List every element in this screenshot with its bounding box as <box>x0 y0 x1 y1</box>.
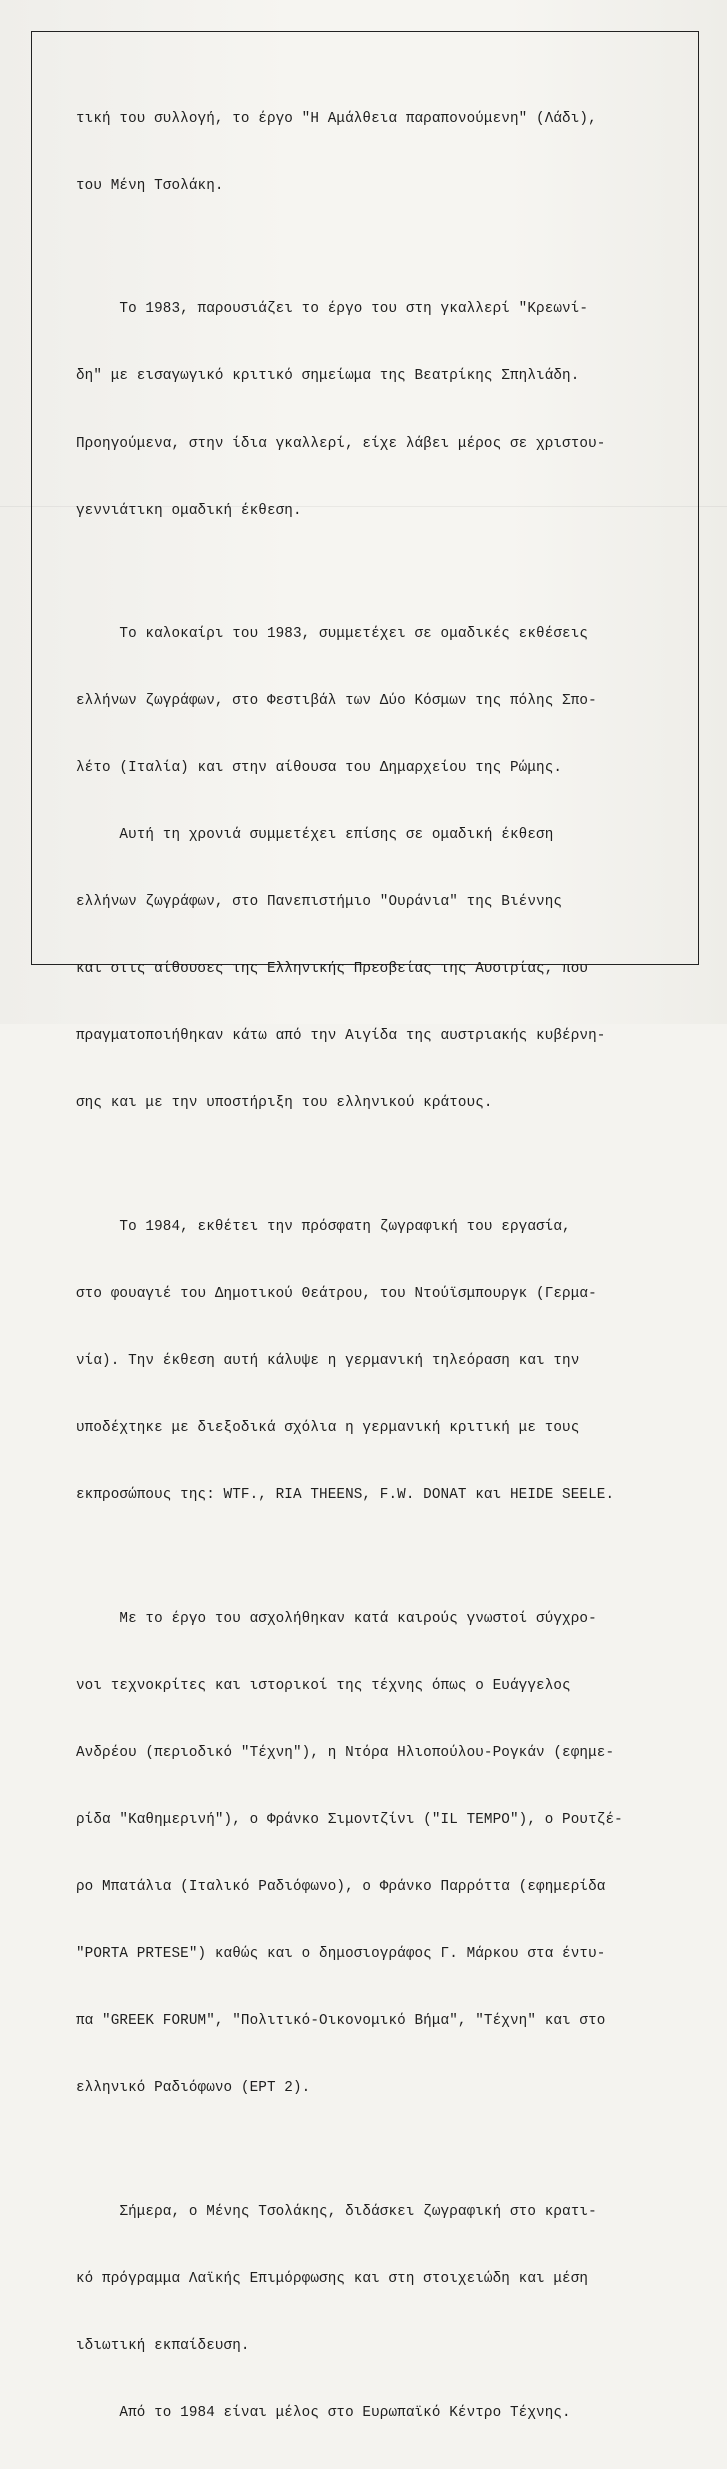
text-line: τική του συλλογή, το έργο "Η Αμάλθεια παραπονούμενη" (Λάδι), <box>76 110 597 127</box>
paragraph-collection-work <box>76 63 696 242</box>
text-line: πραγματοποιήθηκαν κάτω από την Αιγίδα της αυστριακής κυβέρνη- <box>76 1028 606 1045</box>
text-line: Ανδρέου (περιοδικό "Τέχνη"), η Ντόρα Ηλιοπούλου-Ρογκάν (εφημε- <box>76 1745 615 1762</box>
paragraph-critics <box>76 1563 696 2144</box>
typewritten-text-body <box>76 63 696 2469</box>
text-line: νία). Την έκθεση αυτή κάλυψε η γερμανική τηλεόραση και την <box>76 1353 580 1370</box>
text-line: δη" με εισαγωγικό κριτικό σημείωμα της Βεατρίκης Σπηλιάδη. <box>76 368 580 385</box>
paragraph-today-teaching <box>76 2156 696 2469</box>
text-line: Σήμερα, ο Μένης Τσολάκης, διδάσκει ζωγραφική στο κρατι- <box>76 2203 597 2220</box>
text-line: Το 1983, παρουσιάζει το έργο του στη γκαλλερί "Κρεωνί- <box>76 301 589 318</box>
text-line: εκπροσώπους της: WTF., RIA THEENS, F.W. DONAT και HEIDE SEELE. <box>76 1487 615 1504</box>
text-line: κό πρόγραμμα Λαϊκής Επιμόρφωσης και στη στοιχειώδη και μέση <box>76 2271 589 2287</box>
paragraph-1983-gallery <box>76 254 696 567</box>
text-line: ελλήνων ζωγράφων, στο Φεστιβάλ των Δύο Κόσμων της πόλης Σπο- <box>76 693 597 710</box>
text-line: ελληνικό Ραδιόφωνο (ΕΡΤ 2). <box>76 2080 311 2097</box>
text-line: Με το έργο του ασχολήθηκαν κατά καιρούς γνωστοί σύγχρο- <box>76 1611 597 1628</box>
text-line: Προηγούμενα, στην ίδια γκαλλερί, είχε λάβει μέρος σε χριστου- <box>76 435 606 452</box>
text-line: στο φουαγιέ του Δημοτικού Θεάτρου, του Ντούϊσμπουργκ (Γερμα- <box>76 1286 597 1303</box>
text-line: "PORTA PRTESE") καθώς και ο δημοσιογράφος Γ. Μάρκου στα έντυ- <box>76 1946 606 1963</box>
paragraph-1984-duisburg <box>76 1172 696 1552</box>
text-line: Από το 1984 είναι μέλος στο Ευρωπαϊκό Κέντρο Τέχνης. <box>76 2405 571 2422</box>
text-line: Το 1984, εκθέτει την πρόσφατη ζωγραφική του εργασία, <box>76 1219 571 1236</box>
text-line: σης και με την υποστήριξη του ελληνικού κράτους. <box>76 1095 493 1112</box>
text-line: και στις αίθουσες της Ελληνικής Πρεσβείας της Αυστρίας, που <box>76 961 589 978</box>
text-line: λέτο (Ιταλία) και στην αίθουσα του Δημαρχείου της Ρώμης. <box>76 760 563 777</box>
text-line: ρο Μπατάλια (Ιταλικό Ραδιόφωνο), ο Φράνκο Παρρόττα (εφημερίδα <box>76 1879 606 1896</box>
text-line: γεννιάτικη ομαδική έκθεση. <box>76 502 302 519</box>
text-line: υποδέχτηκε με διεξοδικά σχόλια η γερμανική κριτική με τους <box>76 1420 580 1437</box>
paragraph-1983-summer-exhibitions <box>76 579 696 1160</box>
text-line: ιδιωτική εκπαίδευση. <box>76 2338 250 2355</box>
text-line: ρίδα "Καθημερινή"), ο Φράνκο Σιμοντζίνι ("IL TEMPO"), ο Ρουτζέ- <box>76 1812 623 1829</box>
text-line: Το καλοκαίρι του 1983, συμμετέχει σε ομαδικές εκθέσεις <box>76 626 589 643</box>
text-line: ελλήνων ζωγράφων, στο Πανεπιστήμιο "Ουράνια" της Βιέννης <box>76 894 563 911</box>
text-line: του Μένη Τσολάκη. <box>76 177 224 194</box>
text-line: νοι τεχνοκρίτες και ιστορικοί της τέχνης όπως ο Ευάγγελος <box>76 1678 571 1695</box>
text-line: πα "GREEK FORUM", "Πολιτικό-Οικονομικό Βήμα", "Τέχνη" και στο <box>76 2013 606 2030</box>
text-line: Αυτή τη χρονιά συμμετέχει επίσης σε ομαδική έκθεση <box>76 827 554 844</box>
